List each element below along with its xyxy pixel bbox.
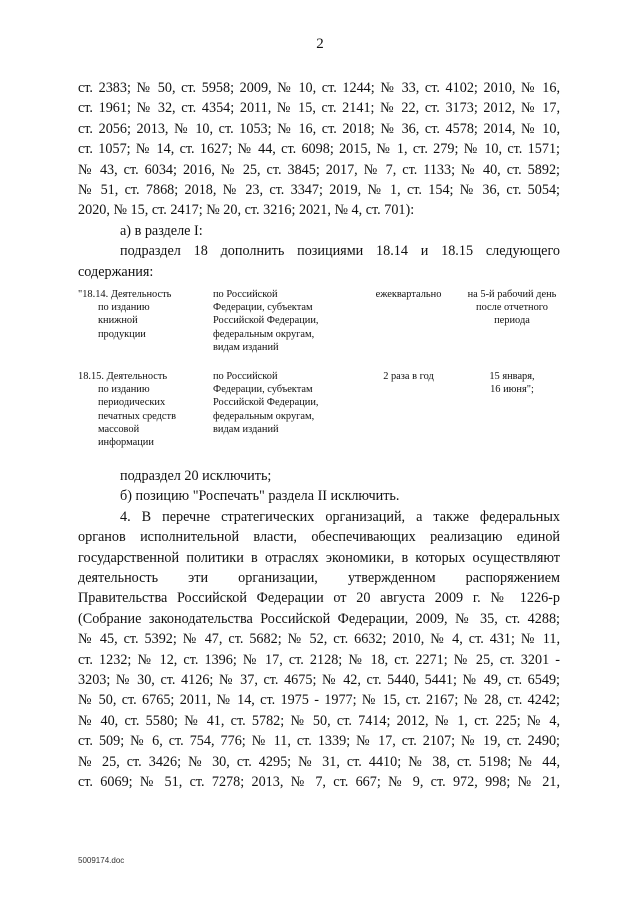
text-line: № 43, ст. 6034; 2016, № 25, ст. 3845; 2017, № 7, ст. 1133; № 40, ст. 5892;	[78, 161, 560, 178]
scope-line: Федерации, субъектам	[213, 384, 313, 396]
text-line: ст. 1961; № 32, ст. 4354; 2011, № 15, ст. 2141; № 22, ст. 3173; 2012, № 17,	[78, 100, 560, 117]
scope-line: федеральным округам,	[213, 410, 315, 422]
position-name-cell	[78, 288, 213, 354]
position-frequency: ежеквартально	[375, 289, 442, 300]
position-frequency: 2 раза в год	[383, 371, 434, 383]
scope-line: федеральным округам,	[213, 328, 315, 340]
text-line: № 51, ст. 7868; 2018, № 23, ст. 3347; 2019, № 1, ст. 154; № 36, ст. 5054;	[78, 182, 560, 199]
table-row	[78, 288, 568, 354]
scope-line: Российской Федерации,	[213, 397, 319, 409]
position-name-line: информации	[98, 437, 154, 449]
positions-table	[78, 288, 568, 449]
text-line: 3203; № 30, ст. 4126; № 37, ст. 4675; № 42, ст. 5440, 5441; № 49, ст. 6549;	[78, 672, 560, 689]
row-spacer	[78, 354, 568, 370]
position-scope-cell	[213, 370, 361, 449]
text-line: подраздел 20 исключить;	[120, 468, 272, 484]
position-name-line: периодических	[98, 397, 166, 409]
position-term-cell	[456, 370, 568, 449]
term-line: после отчетного	[476, 302, 548, 314]
text-line: ст. 2383; № 50, ст. 5958; 2009, № 10, ст. 1244; № 33, ст. 4102; 2010, № 16,	[78, 80, 560, 96]
text-line: ст. 1232; № 12, ст. 1396; № 17, ст. 2128; № 18, ст. 2271; № 25, ст. 3201 -	[78, 651, 560, 668]
term-line: 15 января,	[489, 371, 535, 383]
text-line: ст. 6069; № 51, ст. 7278; 2013, № 7, ст. 667; № 9, ст. 972, 998; № 21,	[78, 774, 560, 791]
text-line: № 25, ст. 3426; № 30, ст. 4295; № 31, ст. 4410; № 38, ст. 5198; № 44,	[78, 753, 560, 770]
scope-line: видам изданий	[213, 341, 279, 353]
table-row	[78, 370, 568, 449]
subsection-line: содержания:	[78, 263, 154, 280]
position-scope-cell	[213, 288, 361, 354]
lower-text-block	[78, 466, 560, 793]
scope-line: по Российской	[213, 289, 278, 300]
text-line: № 50, ст. 6765; 2011, № 14, ст. 1975 - 1977; № 15, ст. 2167; № 28, ст. 4242;	[78, 692, 560, 709]
text-line: Правительства Российской Федерации от 20 августа 2009 г. № 1226-р	[78, 590, 560, 607]
subsection-line: подраздел 18 дополнить позициями 18.14 и 18.15 следующего	[120, 243, 560, 260]
position-name-line: продукции	[98, 328, 146, 340]
text-line: б) позицию "Роспечать" раздела II исключить.	[120, 488, 400, 505]
scope-line: Федерации, субъектам	[213, 302, 313, 314]
position-name-cell	[78, 370, 213, 449]
text-line: органов исполнительной власти, обеспечивающих реализацию единой	[78, 529, 560, 546]
text-line: ст. 1057; № 14, ст. 1627; № 44, ст. 6098; 2015, № 1, ст. 279; № 10, ст. 1571;	[78, 141, 560, 158]
text-line: 2020, № 15, ст. 2417; № 20, ст. 3216; 2021, № 4, ст. 701):	[78, 202, 415, 219]
top-text-block	[78, 78, 560, 282]
position-name-line: печатных средств	[98, 410, 176, 422]
position-name: 18.15. Деятельность	[78, 371, 168, 383]
scope-line: по Российской	[213, 371, 278, 383]
text-line: деятельность эти организации, утвержденном распоряжением	[78, 570, 560, 587]
position-name-line: книжной	[98, 315, 138, 327]
term-line: 16 июня";	[490, 384, 534, 396]
page-number: 2	[316, 36, 324, 52]
text-line: ст. 509; № 6, ст. 754, 776; № 11, ст. 1339; № 17, ст. 2107; № 19, ст. 2490;	[78, 733, 560, 750]
position-name-line: по изданию	[98, 384, 150, 396]
text-line: № 40, ст. 5580; № 41, ст. 5782; № 50, ст. 7414; 2012, № 1, ст. 225; № 4,	[78, 712, 560, 729]
position-name-line: массовой	[98, 423, 140, 435]
scope-line: Российской Федерации,	[213, 315, 319, 327]
term-line: периода	[494, 315, 530, 327]
text-line: государственной политики в отраслях экономики, в которых осуществляют	[78, 549, 560, 566]
file-name-footer: 5009174.doc	[78, 856, 125, 865]
position-name-line: по изданию	[98, 302, 150, 314]
term-line: на 5-й рабочий день	[467, 289, 557, 300]
text-line: № 45, ст. 5392; № 47, ст. 5682; № 52, ст. 6632; 2010, № 4, ст. 431; № 11,	[78, 631, 560, 648]
position-term-cell	[456, 288, 568, 354]
text-line: 4. В перечне стратегических организаций, а также федеральных	[120, 508, 560, 525]
scope-line: видам изданий	[213, 423, 279, 435]
text-line: ст. 2056; 2013, № 10, ст. 1053; № 16, ст. 2018; № 36, ст. 4578; 2014, № 10,	[78, 120, 560, 137]
text-line: (Собрание законодательства Российской Федерации, 2009, № 35, ст. 4288;	[78, 610, 560, 627]
item-a: а) в разделе I:	[120, 222, 203, 239]
position-name: "18.14. Деятельность	[78, 289, 172, 300]
